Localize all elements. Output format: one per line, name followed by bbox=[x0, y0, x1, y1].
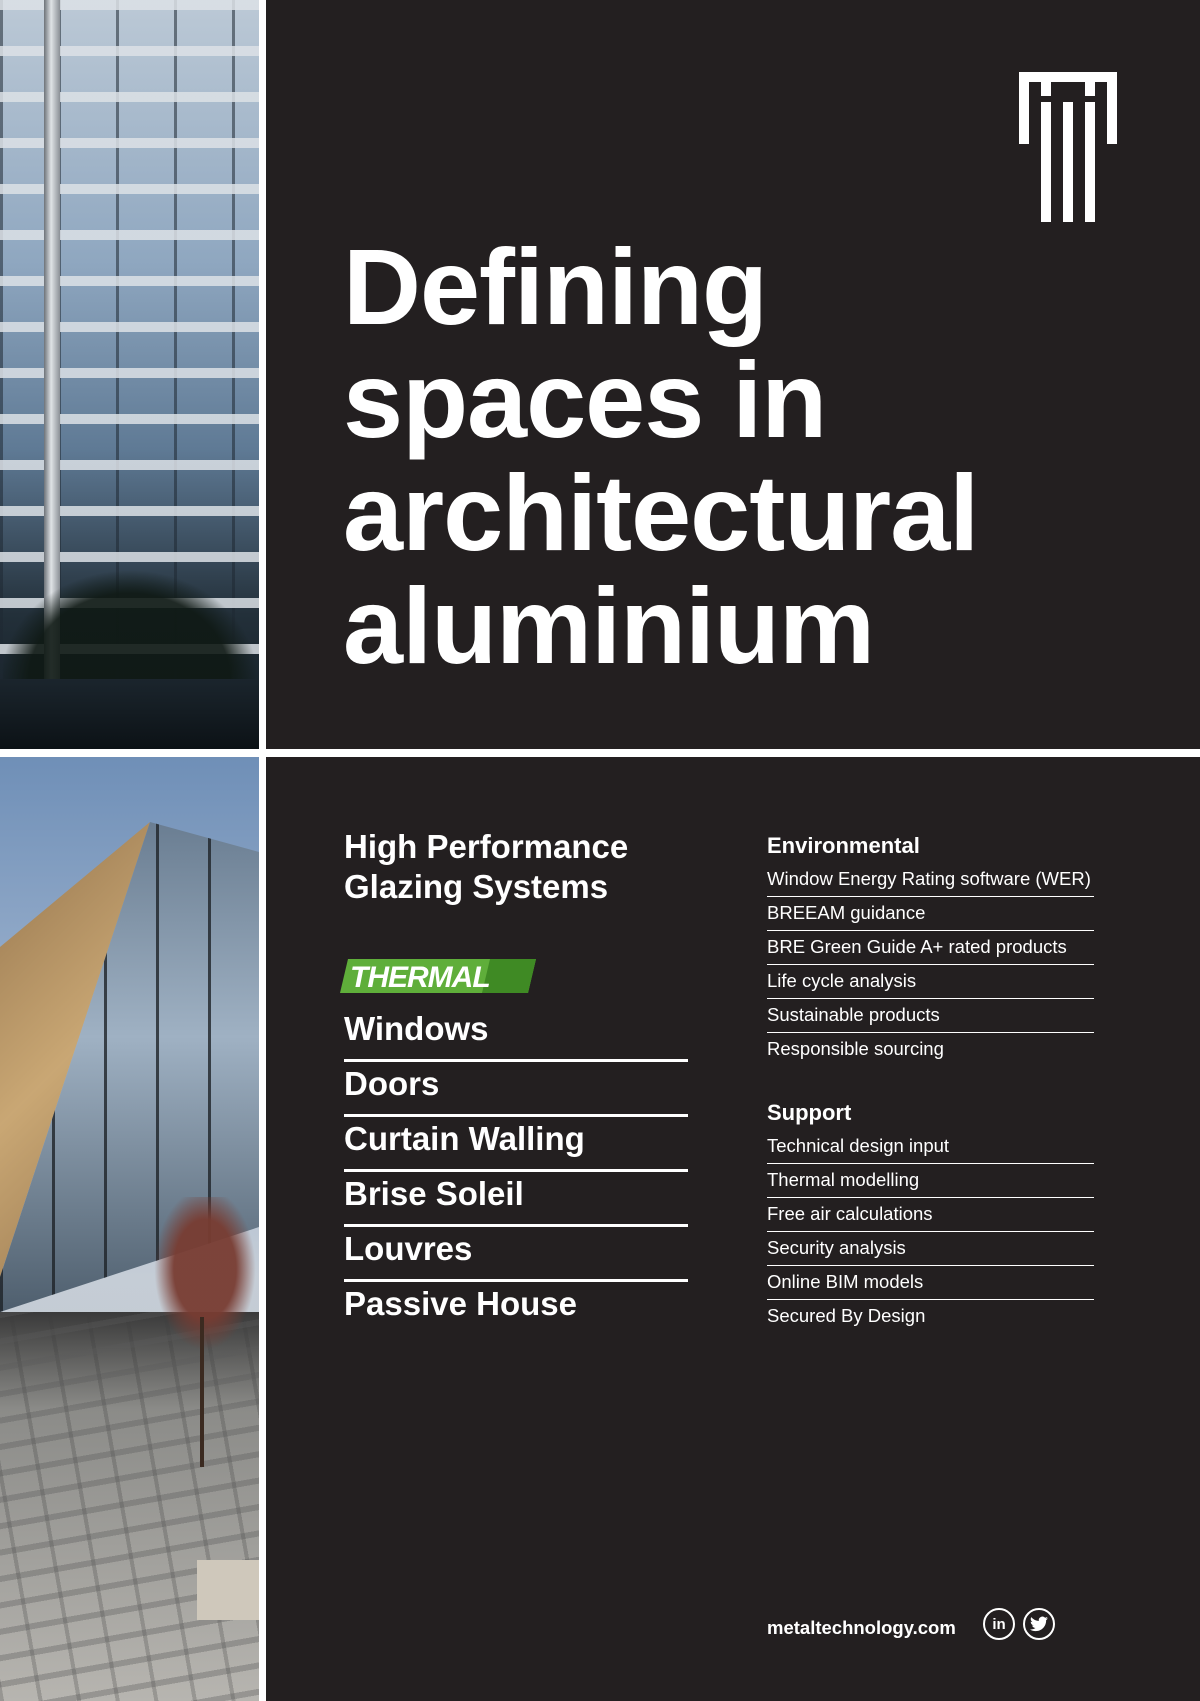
product-item: Passive House bbox=[344, 1285, 577, 1322]
tree-foliage bbox=[150, 1197, 259, 1357]
website-link[interactable]: metaltechnology.com bbox=[767, 1617, 956, 1638]
stone-bench bbox=[197, 1560, 259, 1620]
twitter-bird-icon bbox=[1030, 1616, 1048, 1632]
environmental-item: Life cycle analysis bbox=[767, 965, 1094, 999]
support-item: Thermal modelling bbox=[767, 1164, 1094, 1198]
products-heading-line: High Performance bbox=[344, 828, 629, 865]
tree-trunk bbox=[200, 1317, 204, 1467]
environmental-item: Responsible sourcing bbox=[767, 1038, 944, 1059]
brand-logo-icon bbox=[1019, 72, 1117, 222]
environmental-item: Window Energy Rating software (WER) bbox=[767, 863, 1094, 897]
paved-plaza bbox=[0, 1312, 259, 1701]
building-facade-photo bbox=[0, 0, 259, 749]
headline-line: Defining bbox=[343, 226, 767, 347]
headline-line: spaces in bbox=[343, 339, 827, 460]
environmental-item: BREEAM guidance bbox=[767, 897, 1094, 931]
product-list bbox=[344, 1007, 688, 1337]
services-column bbox=[767, 832, 1094, 1334]
support-item: Secured By Design bbox=[767, 1305, 926, 1326]
support-item: Free air calculations bbox=[767, 1198, 1094, 1232]
linkedin-icon[interactable]: in bbox=[983, 1608, 1015, 1640]
environmental-item: BRE Green Guide A+ rated products bbox=[767, 931, 1094, 965]
support-heading: Support bbox=[767, 1100, 852, 1125]
product-item: Louvres bbox=[344, 1227, 688, 1282]
thermal-logo-icon bbox=[340, 959, 536, 993]
product-item: Brise Soleil bbox=[344, 1172, 688, 1227]
details-panel bbox=[266, 757, 1200, 1701]
product-item: Curtain Walling bbox=[344, 1117, 688, 1172]
support-section bbox=[767, 1099, 1094, 1334]
hero-panel bbox=[266, 0, 1200, 749]
products-heading-line: Glazing Systems bbox=[344, 868, 609, 905]
environmental-heading: Environmental bbox=[767, 833, 920, 858]
headline-line: aluminium bbox=[343, 565, 875, 686]
products-column bbox=[344, 827, 688, 1337]
support-item: Security analysis bbox=[767, 1232, 1094, 1266]
environmental-list bbox=[767, 863, 1094, 1067]
thermal-logo-text: THERMAL bbox=[350, 961, 490, 993]
support-item: Technical design input bbox=[767, 1130, 1094, 1164]
headline bbox=[343, 226, 1163, 686]
product-item: Windows bbox=[344, 1007, 688, 1062]
building-exterior-photo bbox=[0, 757, 259, 1701]
headline-line: architectural bbox=[343, 452, 979, 573]
products-heading bbox=[344, 827, 688, 907]
environmental-item: Sustainable products bbox=[767, 999, 1094, 1033]
product-item: Doors bbox=[344, 1062, 688, 1117]
support-list bbox=[767, 1130, 1094, 1334]
facade-base bbox=[0, 679, 259, 749]
tree-reflection bbox=[0, 569, 259, 679]
twitter-icon[interactable] bbox=[1023, 1608, 1055, 1640]
support-item: Online BIM models bbox=[767, 1266, 1094, 1300]
environmental-section bbox=[767, 832, 1094, 1067]
